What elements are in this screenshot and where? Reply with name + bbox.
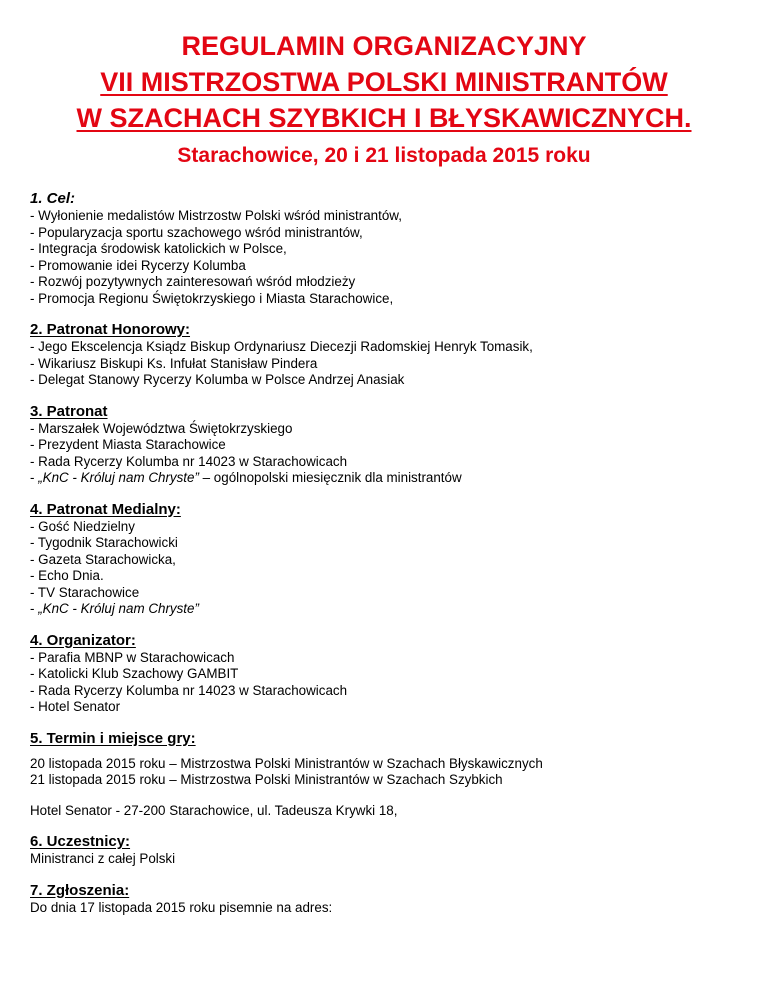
spacer: [30, 307, 750, 321]
spacer: [30, 819, 750, 833]
title-line-3-text: W SZACHACH SZYBKICH I BŁYSKAWICZNYCH.: [76, 103, 692, 133]
section-zgloszenia: [30, 882, 750, 917]
list-patronat-honorowy: [30, 339, 750, 389]
list-item-prefix: -: [30, 601, 39, 616]
list-item: - Jego Ekscelencja Ksiądz Biskup Ordynariusz Diecezji Radomskiej Henryk Tomasik,: [30, 339, 533, 354]
list-item: - Popularyzacja sportu szachowego wśród ministrantów,: [30, 224, 363, 240]
section-heading-zgloszenia: 7. Zgłoszenia:: [30, 881, 130, 899]
section-termin: [30, 730, 750, 820]
section-uczestnicy: [30, 833, 750, 868]
list-item: - TV Starachowice: [30, 584, 140, 600]
section-heading-uczestnicy: 6. Uczestnicy:: [30, 833, 131, 850]
spacer: [30, 389, 750, 403]
magazine-name: „KnC - Króluj nam Chryste”: [38, 601, 199, 616]
list-item: [30, 601, 750, 618]
list-item: - Promocja Regionu Świętokrzyskiego i Miasta Starachowice,: [30, 290, 394, 306]
document-header: [0, 28, 768, 170]
spacer: [30, 748, 750, 756]
section-heading-patronat: 3. Patronat: [30, 402, 108, 420]
spacer: [30, 618, 750, 632]
list-item-suffix: – ogólnopolski miesięcznik dla ministrantów: [198, 470, 462, 485]
list-organizator: [30, 650, 750, 716]
list-item: - Integracja środowisk katolickich w Polsce,: [30, 241, 287, 256]
spacer: [30, 487, 750, 501]
list-item: - Rada Rycerzy Kolumba nr 14023 w Starachowicach: [30, 682, 348, 698]
list-item: - Echo Dnia.: [30, 568, 104, 583]
list-item: - Gazeta Starachowicka,: [30, 551, 176, 567]
list-item: - Delegat Stanowy Rycerzy Kolumba w Polsce Andrzej Anasiak: [30, 372, 405, 387]
section-patronat-medialny: [30, 501, 750, 618]
list-item: - Gość Niedzielny: [30, 518, 135, 534]
section-heading-cel: 1. Cel:: [30, 190, 76, 207]
spacer: [30, 716, 750, 730]
title-line-2-text: VII MISTRZOSTWA POLSKI MINISTRANTÓW: [100, 67, 668, 97]
list-termin: [30, 756, 750, 789]
spacer: [30, 789, 750, 803]
registration-text: Do dnia 17 listopada 2015 roku pisemnie na adres:: [30, 899, 333, 915]
subtitle-date-place: Starachowice, 20 i 21 listopada 2015 roku: [177, 144, 591, 167]
list-item: - Promowanie idei Rycerzy Kolumba: [30, 257, 246, 273]
magazine-name: „KnC - Króluj nam Chryste”: [38, 470, 199, 485]
document-body: [30, 190, 750, 916]
spacer: [30, 868, 750, 882]
section-heading-organizator: 4. Organizator:: [30, 631, 136, 649]
list-item: - Rada Rycerzy Kolumba nr 14023 w Starachowicach: [30, 453, 348, 469]
list-item: [30, 470, 750, 487]
title-line-2: [0, 64, 768, 100]
list-item: - Hotel Senator: [30, 699, 121, 714]
venue-address: Hotel Senator - 27-200 Starachowice, ul. Tadeusza Krywki 18,: [30, 802, 398, 818]
section-patronat-honorowy: [30, 321, 750, 389]
section-cel: [30, 190, 750, 307]
list-item: - Marszałek Województwa Świętokrzyskiego: [30, 420, 293, 436]
list-patronat: [30, 421, 750, 487]
section-patronat: [30, 403, 750, 487]
section-organizator: [30, 632, 750, 716]
list-item: - Katolicki Klub Szachowy GAMBIT: [30, 666, 239, 681]
list-item: - Wikariusz Biskupi Ks. Infułat Stanisław Pindera: [30, 355, 318, 371]
list-item: - Rozwój pozytywnych zainteresowań wśród młodzieży: [30, 274, 356, 289]
list-item: - Parafia MBNP w Starachowicach: [30, 649, 235, 665]
title-line-1: REGULAMIN ORGANIZACYJNY: [181, 31, 587, 61]
section-heading-termin: 5. Termin i miejsce gry:: [30, 729, 196, 747]
participants-text: Ministranci z całej Polski: [30, 851, 176, 866]
section-heading-patronat-medialny: 4. Patronat Medialny:: [30, 500, 181, 518]
title-line-3: [0, 100, 768, 136]
list-patronat-medialny: [30, 519, 750, 618]
section-heading-patronat-honorowy: 2. Patronat Honorowy:: [30, 321, 191, 338]
list-item: - Wyłonienie medalistów Mistrzostw Polski wśród ministrantów,: [30, 208, 402, 223]
list-item-prefix: -: [30, 470, 39, 485]
list-item: 21 listopada 2015 roku – Mistrzostwa Polski Ministrantów w Szachach Szybkich: [30, 772, 503, 787]
list-item: 20 listopada 2015 roku – Mistrzostwa Polski Ministrantów w Szachach Błyskawicznych: [30, 755, 543, 771]
list-cel: [30, 208, 750, 307]
list-item: - Tygodnik Starachowicki: [30, 535, 178, 550]
list-item: - Prezydent Miasta Starachowice: [30, 437, 226, 452]
